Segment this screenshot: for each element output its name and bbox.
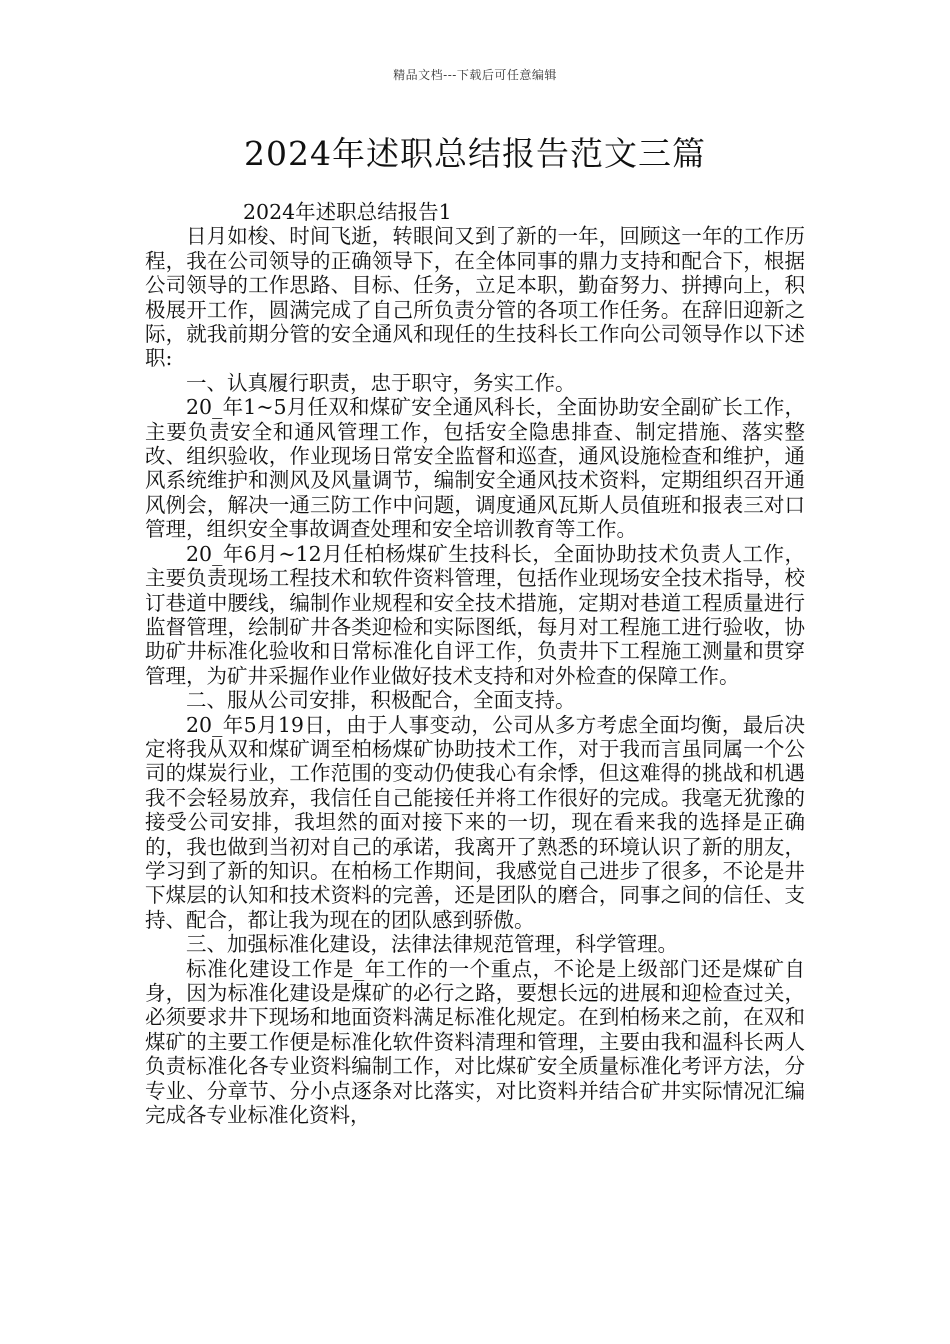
document-body xyxy=(145,200,805,1127)
heading-section-2: 二、服从公司安排，积极配合，全面支持。 xyxy=(186,688,576,713)
header-note: 精品文档---下载后可任意编辑 xyxy=(393,68,557,82)
heading-section-3: 三、加强标准化建设，法律法律规范管理，科学管理。 xyxy=(186,932,678,957)
paragraph-transfer: 20_年5月19日，由于人事变动，公司从多方考虑全面均衡，最后决定将我从双和煤矿调至柏杨煤矿协助技术工作，对于我而言虽同属一个公司的煤炭行业，工作范围的变动仍使我心有余悸，但这难得的挑战和机遇我不会轻易放弃，我信任自己能接任并将工作很好的完成。我毫无犹豫的接受公司安排，我坦然的面对接下来的一切，现在看来我的选择是正确的，我也做到当初对自己的承诺，我离开了熟悉的环境认识了新的朋友，学习到了新的知识。在柏杨工作期间，我感觉自己进步了很多，不论是井下煤层的认知和技术资料的完善，还是团队的磨合，同事之间的信任、支持、配合，都让我为现在的团队感到骄傲。 xyxy=(145,712,805,932)
paragraph-safety-ventilation: 20_年1~5月任双和煤矿安全通风科长，全面协助安全副矿长工作，主要负责安全和通风管理工作，包括安全隐患排查、制定措施、落实整改、组织验收，作业现场日常安全监督和巡查，通风设施检查和维护，通风系统维护和测风及风量调节，编制安全通风技术资料，定期组织召开通风例会，解决一通三防工作中问题，调度通风瓦斯人员值班和报表三对口管理，组织安全事故调查处理和安全培训教育等工作。 xyxy=(145,395,805,542)
document-title: 2024年述职总结报告范文三篇 xyxy=(244,134,706,173)
paragraph-standardization: 标准化建设工作是_年工作的一个重点，不论是上级部门还是煤矿自身，因为标准化建设是煤矿的必行之路，要想长远的进展和迎检查过关，必须要求井下现场和地面资料满足标准化规定。在到柏杨来之前，在双和煤矿的主要工作便是标准化软件资料清理和管理，主要由我和温科长两人负责标准化各专业资料编制工作，对比煤矿安全质量标准化考评方法，分专业、分章节、分小点逐条对比落实，对比资料并结合矿井实际情况汇编完成各专业标准化资料， xyxy=(145,956,805,1128)
section-subtitle: 2024年述职总结报告1 xyxy=(243,200,452,224)
paragraph-intro: 日月如梭、时间飞逝，转眼间又到了新的一年，回顾这一年的工作历程，我在公司领导的正确领导下，在全体同事的鼎力支持和配合下，根据公司领导的工作思路、目标、任务，立足本职，勤奋努力、拼搏向上，积极展开工作，圆满完成了自己所负责分管的各项工作任务。在辞旧迎新之际，就我前期分管的安全通风和现任的生技科长工作向公司领导作以下述职: xyxy=(145,224,805,371)
heading-section-1: 一、认真履行职责，忠于职守，务实工作。 xyxy=(186,370,576,395)
paragraph-production-tech: 20_年6月~12月任柏杨煤矿生技科长，全面协助技术负责人工作，主要负责现场工程技术和软件资料管理，包括作业现场安全技术指导，校订巷道中腰线，编制作业规程和安全技术措施，定期对巷道工程质量进行监督管理，绘制矿井各类迎检和实际图纸，每月对工程施工进行验收，协助矿井标准化验收和日常标准化自评工作，负责井下工程施工测量和贯穿管理，为矿井采掘作业作业做好技术支持和对外检查的保障工作。 xyxy=(145,541,805,688)
